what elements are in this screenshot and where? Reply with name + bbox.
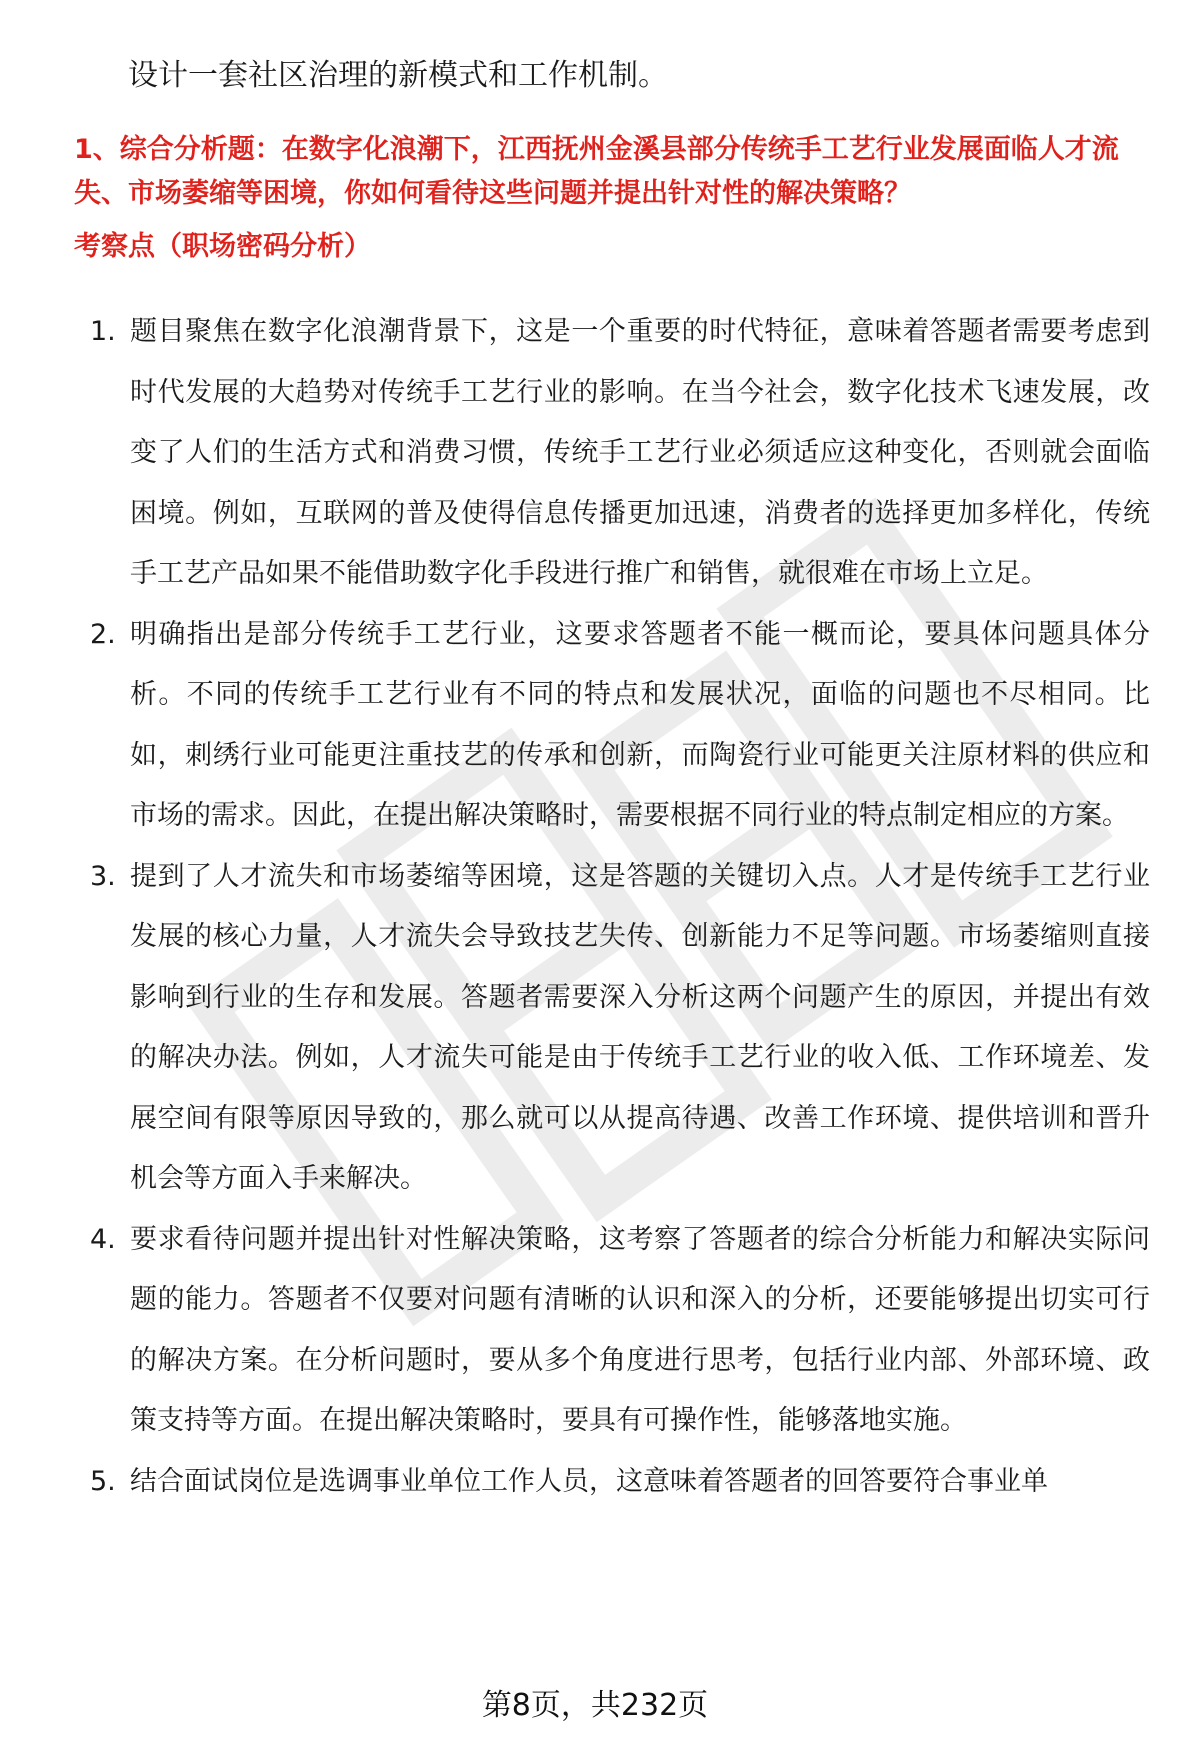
item-text: 明确指出是部分传统手工艺行业，这要求答题者不能一概而论，要具体问题具体分析。不同的传统手工艺行业有不同的特点和发展状况，面临的问题也不尽相同。比如，刺绣行业可能更注重技艺的传承和创新，而陶瓷行业可能更关注原材料的供应和市场的需求。因此，在提出解决策略时，需要根据不同行业的特点制定相应的方案。 [130, 618, 1150, 831]
list-item [0, 1210, 1190, 1452]
item-number: 3. [90, 860, 116, 892]
item-text: 要求看待问题并提出针对性解决策略，这考察了答题者的综合分析能力和解决实际问题的能力。答题者不仅要对问题有清晰的认识和深入的分析，还要能够提出切实可行的解决方案。在分析问题时，要从多个角度进行思考，包括行业内部、外部环境、政策支持等方面。在提出解决策略时，要具有可操作性，能够落地实施。 [130, 1223, 1150, 1436]
item-number: 1. [90, 316, 116, 347]
page-number-footer: 第8页，共232页 [481, 1688, 709, 1723]
section-heading: 考察点（职场密码分析） [74, 231, 371, 262]
item-number: 5. [90, 1465, 116, 1497]
item-number: 4. [90, 1223, 116, 1255]
item-text: 提到了人才流失和市场萎缩等困境，这是答题的关键切入点。人才是传统手工艺行业发展的核心力量，人才流失会导致技艺失传、创新能力不足等问题。市场萎缩则直接影响到行业的生存和发展。答题者需要深入分析这两个问题产生的原因，并提出有效的解决办法。例如，人才流失可能是由于传统手工艺行业的收入低、工作环境差、发展空间有限等原因导致的，那么就可以从提高待遇、改善工作环境、提供培训和晋升机会等方面入手来解决。 [130, 860, 1150, 1194]
list-item [0, 302, 1190, 605]
list-item [0, 847, 1190, 1210]
item-number: 2. [90, 618, 116, 650]
item-text: 题目聚焦在数字化浪潮背景下，这是一个重要的时代特征，意味着答题者需要考虑到时代发展的大趋势对传统手工艺行业的影响。在当今社会，数字化技术飞速发展，改变了人们的生活方式和消费习惯，传统手工艺行业必须适应这种变化，否则就会面临困境。例如，互联网的普及使得信息传播更加迅速，消费者的选择更加多样化，传统手工艺产品如果不能借助数字化手段进行推广和销售，就很难在市场上立足。 [130, 316, 1150, 589]
question-title: 1、综合分析题：在数字化浪潮下，江西抚州金溪县部分传统手工艺行业发展面临人才流失、市场萎缩等困境，你如何看待这些问题并提出针对性的解决策略？ [74, 134, 1119, 209]
intro-text: 设计一套社区治理的新模式和工作机制。 [128, 58, 668, 93]
list-item [0, 605, 1190, 847]
item-text: 结合面试岗位是选调事业单位工作人员，这意味着答题者的回答要符合事业单 [130, 1465, 1048, 1497]
list-item [0, 1452, 1190, 1513]
analysis-points-list [0, 302, 1190, 1512]
